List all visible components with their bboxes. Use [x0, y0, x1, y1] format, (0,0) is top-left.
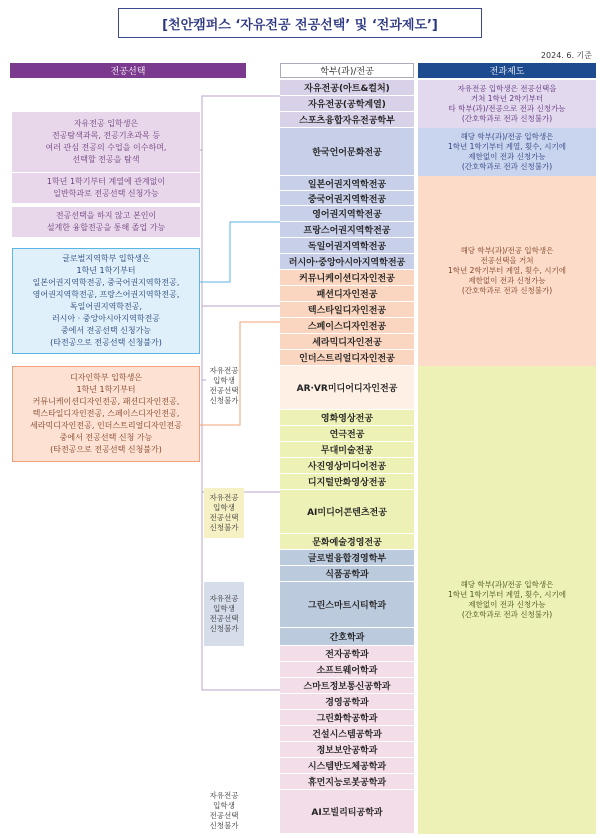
global-area-studies-box: 글로벌지역학부 입학생은 1학년 1학기부터 일본어권지역학전공, 중국어권지역학전공, 영어권지역학전공, 프랑스어권지역학전공, 독일어권지역학전공, 러시아 · 중앙아시아지역학전공 중에서 전공선택 신청가능 (타전공으로 전공선택 신청불가)	[12, 248, 200, 354]
major-item: 경영공학과	[280, 694, 414, 710]
major-item: 인더스트리얼디자인전공	[280, 350, 414, 366]
note-no-selection: 자유전공 입학생 전공선택 신청불가	[204, 488, 244, 538]
major-item: 소프트웨어학과	[280, 662, 414, 678]
major-item: 간호학과	[280, 628, 414, 646]
major-item: 텍스타일디자인전공	[280, 302, 414, 318]
major-item: 시스템반도체공학과	[280, 758, 414, 774]
major-item: AR·VR미디어디자인전공	[280, 366, 414, 410]
transfer-rule-free-major: 자유전공 입학생은 전공선택을 거쳐 1학년 2학기부터 타 학부(과)/전공으로 전과 신청가능 (간호학과로 전과 신청불가)	[418, 80, 596, 128]
major-item: 프랑스어권지역학전공	[280, 222, 414, 238]
major-item: 영어권지역학전공	[280, 206, 414, 222]
major-item: 무대미술전공	[280, 442, 414, 458]
major-item: 스포츠융합자유전공학부	[280, 112, 414, 128]
major-item: 패션디자인전공	[280, 286, 414, 302]
header-departments: 학부(과)/전공	[280, 63, 414, 78]
major-item: 건설시스템공학과	[280, 726, 414, 742]
major-item: 영화영상전공	[280, 410, 414, 426]
major-item: 독일어권지역학전공	[280, 238, 414, 254]
major-item: 전자공학과	[280, 646, 414, 662]
major-item: 스페이스디자인전공	[280, 318, 414, 334]
major-item: 휴먼지능로봇공학과	[280, 774, 414, 790]
date-label: 2024. 6. 기준	[540, 51, 592, 60]
major-item: 일본어권지역학전공	[280, 176, 414, 191]
major-item: 글로벌융합경영학부	[280, 550, 414, 566]
major-item: AI모빌리티공학과	[280, 790, 414, 834]
transfer-rule-korean: 해당 학부(과)/전공 입학생은 1학년 1학기부터 계열, 횟수, 시기에 제한없이 전과 신청가능 (간호학과로 전과 신청불가)	[418, 128, 596, 176]
major-item: 세라믹디자인전공	[280, 334, 414, 350]
design-school-box: 디자인학부 입학생은 1학년 1학기부터 커뮤니케이션디자인전공, 패션디자인전공, 텍스타일디자인전공, 스페이스디자인전공, 세라믹디자인전공, 인더스트리얼디자인전공 중에서 전공선택 신청 가능 (타전공으로 전공선택 신청불가)	[12, 366, 200, 462]
major-item: 식품공학과	[280, 566, 414, 582]
major-item: AI미디어콘텐츠전공	[280, 490, 414, 534]
major-item: 커뮤니케이션디자인전공	[280, 270, 414, 286]
major-item: 사진영상미디어전공	[280, 458, 414, 474]
major-item: 러시아·중앙아시아지역학전공	[280, 254, 414, 270]
free-major-exploration-box: 자유전공 입학생은 전공탐색과목, 전공기초과목 등 여러 관심 전공의 수업을 이수하며, 선택할 전공을 탐색	[12, 112, 200, 172]
major-item: 디지털만화영상전공	[280, 474, 414, 490]
major-item: 자유전공(공학계열)	[280, 96, 414, 112]
free-major-selection-box: 1학년 1학기부터 계열에 관계없이 일반학과로 전공선택 신청가능	[12, 173, 200, 203]
major-item: 중국어권지역학전공	[280, 191, 414, 206]
major-item: 그린화학공학과	[280, 710, 414, 726]
transfer-rule-general: 해당 학부(과)/전공 입학생은 1학년 1학기부터 계열, 횟수, 시기에 제한없이 전과 신청가능 (간호학과로 전과 신청불가)	[418, 366, 596, 834]
major-item: 연극전공	[280, 426, 414, 442]
note-no-selection: 자유전공 입학생 전공선택 신청불가	[204, 582, 244, 646]
major-item: 스마트정보통신공학과	[280, 678, 414, 694]
major-item: 정보보안공학과	[280, 742, 414, 758]
major-item: 한국언어문화전공	[280, 128, 414, 176]
page-title: [천안캠퍼스 ‘자유전공 전공선택’ 및 ‘전과제도’]	[118, 8, 482, 38]
major-item: 자유전공(아트&컬처)	[280, 80, 414, 96]
note-no-selection: 자유전공 입학생 전공선택 신청불가	[209, 366, 239, 405]
header-transfer: 전과제도	[418, 63, 596, 78]
header-major-selection: 전공선택	[10, 63, 246, 78]
major-item: 문화예술경영전공	[280, 534, 414, 550]
note-no-selection: 자유전공 입학생 전공선택 신청불가	[209, 791, 239, 830]
transfer-rule-schools: 해당 학부(과)/전공 입학생은 전공선택을 거쳐 1학년 2학기부터 계열, 횟수, 시기에 제한없이 전과 신청가능 (간호학과로 전과 신청불가)	[418, 176, 596, 366]
major-item: 그린스마트시티학과	[280, 582, 414, 628]
convergence-major-box: 전공선택을 하지 않고 본인이 설계한 융합전공을 통해 졸업 가능	[12, 207, 200, 237]
